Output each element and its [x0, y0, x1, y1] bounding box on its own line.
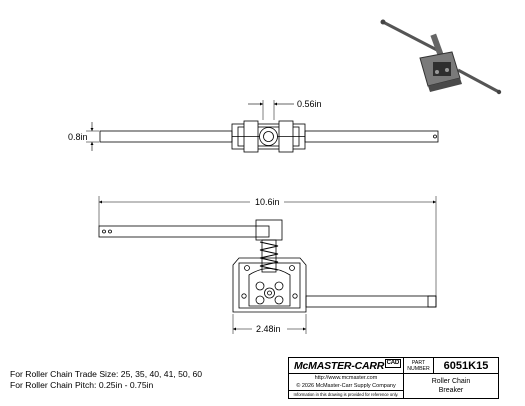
website-url[interactable]: http://www.mcmaster.com — [289, 374, 404, 383]
trade-size-note: For Roller Chain Trade Size: 25, 35, 40, 41, 50, 60 — [10, 369, 203, 379]
cad-mark: CAD — [386, 360, 399, 366]
copyright-text: © 2026 McMaster-Carr Supply Company — [289, 382, 404, 391]
part-label-line1: PART — [411, 360, 426, 366]
brand-name: McMASTER-CARR — [294, 360, 385, 372]
description-line1: Roller Chain — [431, 378, 471, 385]
dimension-jaw-label: 2.48in — [256, 324, 281, 334]
part-number-label — [404, 358, 434, 374]
part-label-line2: NUMBER — [407, 366, 430, 372]
dimension-width-label: 0.56in — [297, 99, 322, 109]
title-block — [288, 357, 499, 399]
part-description — [404, 374, 498, 399]
description-line2: Breaker — [438, 387, 464, 394]
top-view — [86, 100, 438, 152]
front-view — [99, 196, 436, 334]
part-number: 6051K15 — [434, 358, 498, 374]
pitch-note: For Roller Chain Pitch: 0.25in - 0.75in — [10, 380, 154, 390]
reference-disclaimer: Information in this drawing is provided for reference only. — [289, 391, 404, 399]
brand-logo — [289, 358, 404, 374]
dimension-length-label: 10.6in — [255, 197, 280, 207]
isometric-preview — [381, 20, 502, 95]
dimension-height-label: 0.8in — [68, 132, 88, 142]
